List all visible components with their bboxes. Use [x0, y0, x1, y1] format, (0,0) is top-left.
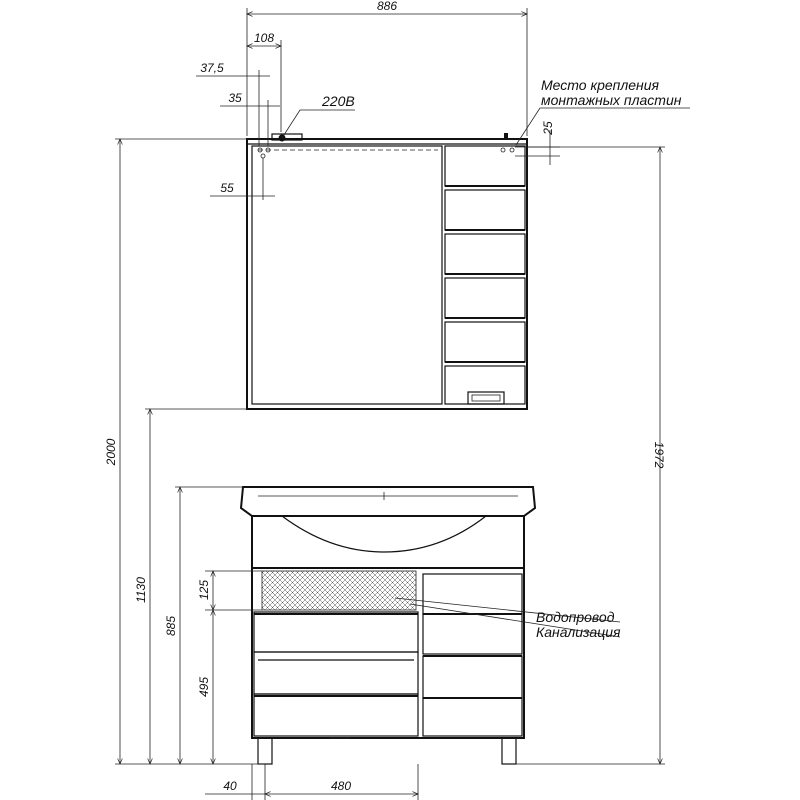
water-supply-label: Водопровод [536, 609, 615, 625]
basin-top [241, 487, 535, 516]
basin-bowl [282, 516, 486, 552]
vanity-unit [241, 487, 535, 764]
dim-25: 25 [541, 121, 555, 135]
shelf [445, 366, 525, 404]
vanity-leg [258, 738, 272, 764]
dim-125: 125 [197, 579, 211, 601]
annotation-labels [321, 77, 682, 640]
mirror-door [252, 146, 442, 404]
dim-55: 55 [220, 181, 234, 195]
dim-480: 480 [330, 779, 352, 793]
dim-2000: 2000 [104, 438, 118, 466]
dim-37-5: 37,5 [200, 61, 224, 75]
shelf [445, 234, 525, 274]
dim-495: 495 [197, 676, 211, 698]
dim-1130: 1130 [134, 577, 148, 603]
shelf [445, 278, 525, 318]
mirror-cabinet [247, 133, 527, 409]
drawer [423, 656, 522, 698]
vanity-body [252, 516, 524, 738]
mounting-point [510, 148, 514, 152]
mounting-label-line1: Место крепления [541, 77, 660, 93]
dim-108: 108 [253, 31, 275, 45]
power-label: 220В [322, 93, 355, 109]
vanity-leg [502, 738, 516, 764]
cabinet-handle [468, 392, 504, 404]
drawer [254, 652, 418, 694]
drawer [254, 612, 418, 652]
shelf [445, 190, 525, 230]
drawer [423, 614, 522, 654]
dim-overall-width: 886 [376, 0, 398, 13]
cabinet-shelves [445, 146, 525, 404]
sewer-label: Канализация [536, 624, 621, 640]
dim-40: 40 [223, 779, 237, 793]
mounting-label-line2: монтажных пластин [541, 92, 682, 108]
mounting-point [261, 154, 265, 158]
drawer [254, 694, 418, 736]
dim-1972: 1972 [652, 441, 666, 469]
dimension-labels [104, 0, 666, 793]
drawer [423, 698, 522, 736]
dim-35: 35 [228, 91, 242, 105]
dim-885: 885 [164, 615, 178, 637]
mounting-point [501, 148, 505, 152]
shelf [445, 322, 525, 362]
plumbing-opening [262, 571, 416, 610]
